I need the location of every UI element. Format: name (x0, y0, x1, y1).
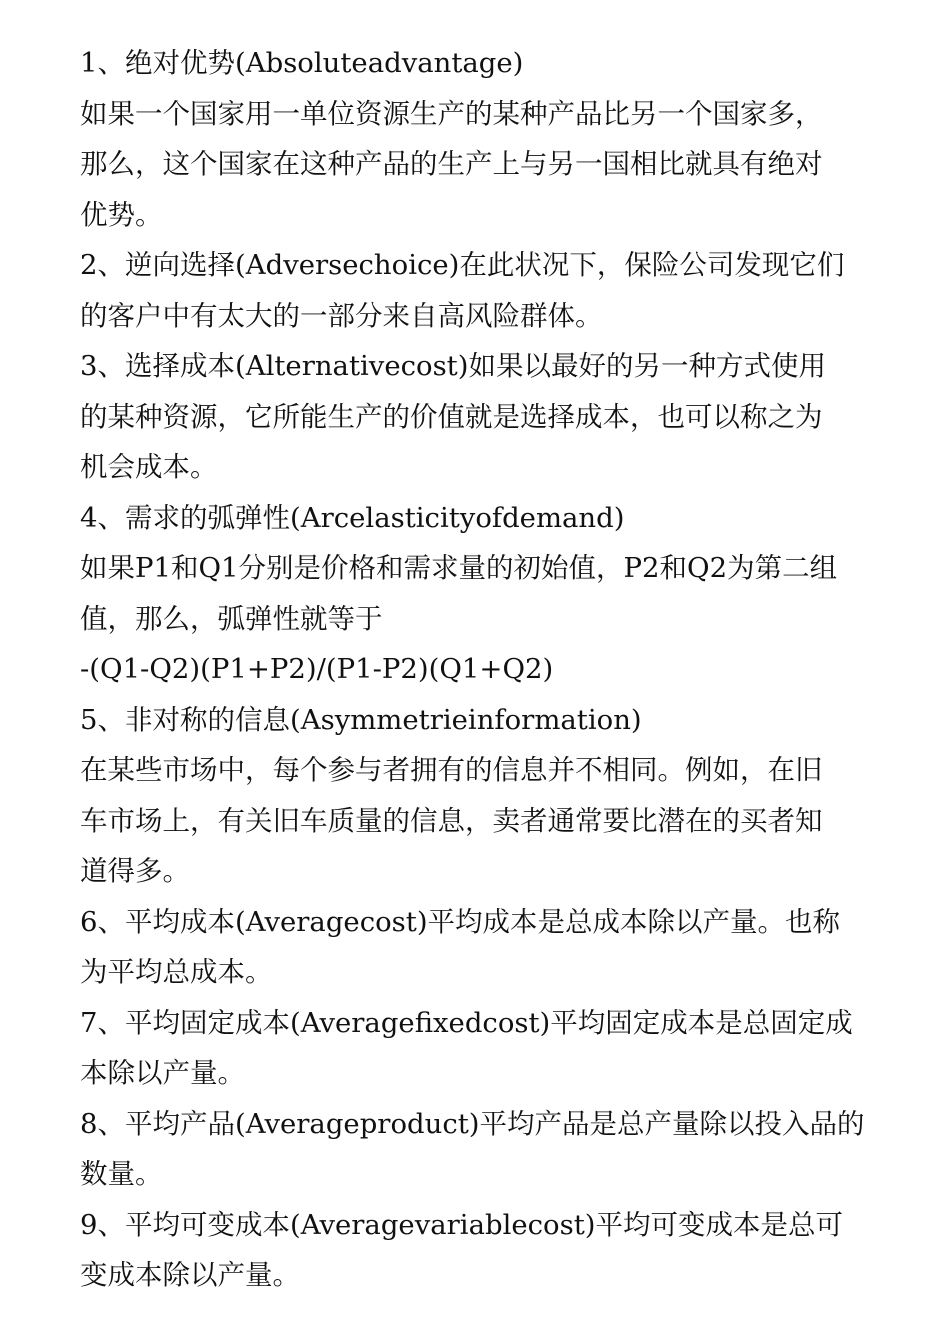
entry-average-fixed-cost: 7、平均固定成本(Averagefixedcost)平均固定成本是总固定成 (80, 1006, 853, 1039)
paragraph-line: 机会成本。 (80, 451, 218, 483)
paragraph-line: 的客户中有太大的一部分来自高风险群体。 (80, 299, 603, 332)
document-page (80, 38, 880, 1301)
heading-arc-elasticity: 4、需求的弧弹性(Arcelasticityofdemand) (80, 501, 625, 534)
paragraph-line: 的某种资源，它所能生产的价值就是选择成本，也可以称之为 (80, 400, 823, 433)
paragraph-line: 变成本除以产量。 (80, 1259, 300, 1291)
paragraph-line: 本除以产量。 (80, 1057, 245, 1089)
paragraph-line: 如果P1和Q1分别是价格和需求量的初始值，P2和Q2为第二组 (80, 552, 838, 584)
paragraph-line: 在某些市场中，每个参与者拥有的信息并不相同。例如，在旧 (80, 754, 823, 786)
heading-asymmetric-information: 5、非对称的信息(Asymmetrieinformation) (80, 703, 642, 736)
entry-average-variable-cost: 9、平均可变成本(Averagevariablecost)平均可变成本是总可 (80, 1208, 843, 1241)
heading-absolute-advantage: 1、绝对优势(Absoluteadvantage) (80, 47, 524, 79)
paragraph-line: 为平均总成本。 (80, 956, 273, 988)
formula-line: -(Q1-Q2)(P1+P2)/(P1-P2)(Q1+Q2) (80, 653, 554, 685)
paragraph-line: 值，那么，弧弹性就等于 (80, 602, 383, 635)
paragraph-line: 如果一个国家用一单位资源生产的某种产品比另一个国家多， (80, 97, 823, 130)
paragraph-line: 道得多。 (80, 855, 190, 887)
paragraph-line: 那么，这个国家在这种产品的生产上与另一国相比就具有绝对 (80, 148, 823, 180)
entry-average-cost: 6、平均成本(Averagecost)平均成本是总成本除以产量。也称 (80, 905, 841, 938)
entry-alternative-cost: 3、选择成本(Alternativecost)如果以最好的另一种方式使用 (80, 350, 826, 382)
paragraph-line: 优势。 (80, 198, 163, 231)
paragraph-line: 车市场上，有关旧车质量的信息，卖者通常要比潜在的买者知 (80, 804, 823, 837)
entry-adverse-choice: 2、逆向选择(Adversechoice)在此状况下，保险公司发现它们 (80, 249, 845, 281)
paragraph-line: 数量。 (80, 1158, 163, 1190)
entry-average-product: 8、平均产品(Averageproduct)平均产品是总产量除以投入品的 (80, 1107, 865, 1140)
